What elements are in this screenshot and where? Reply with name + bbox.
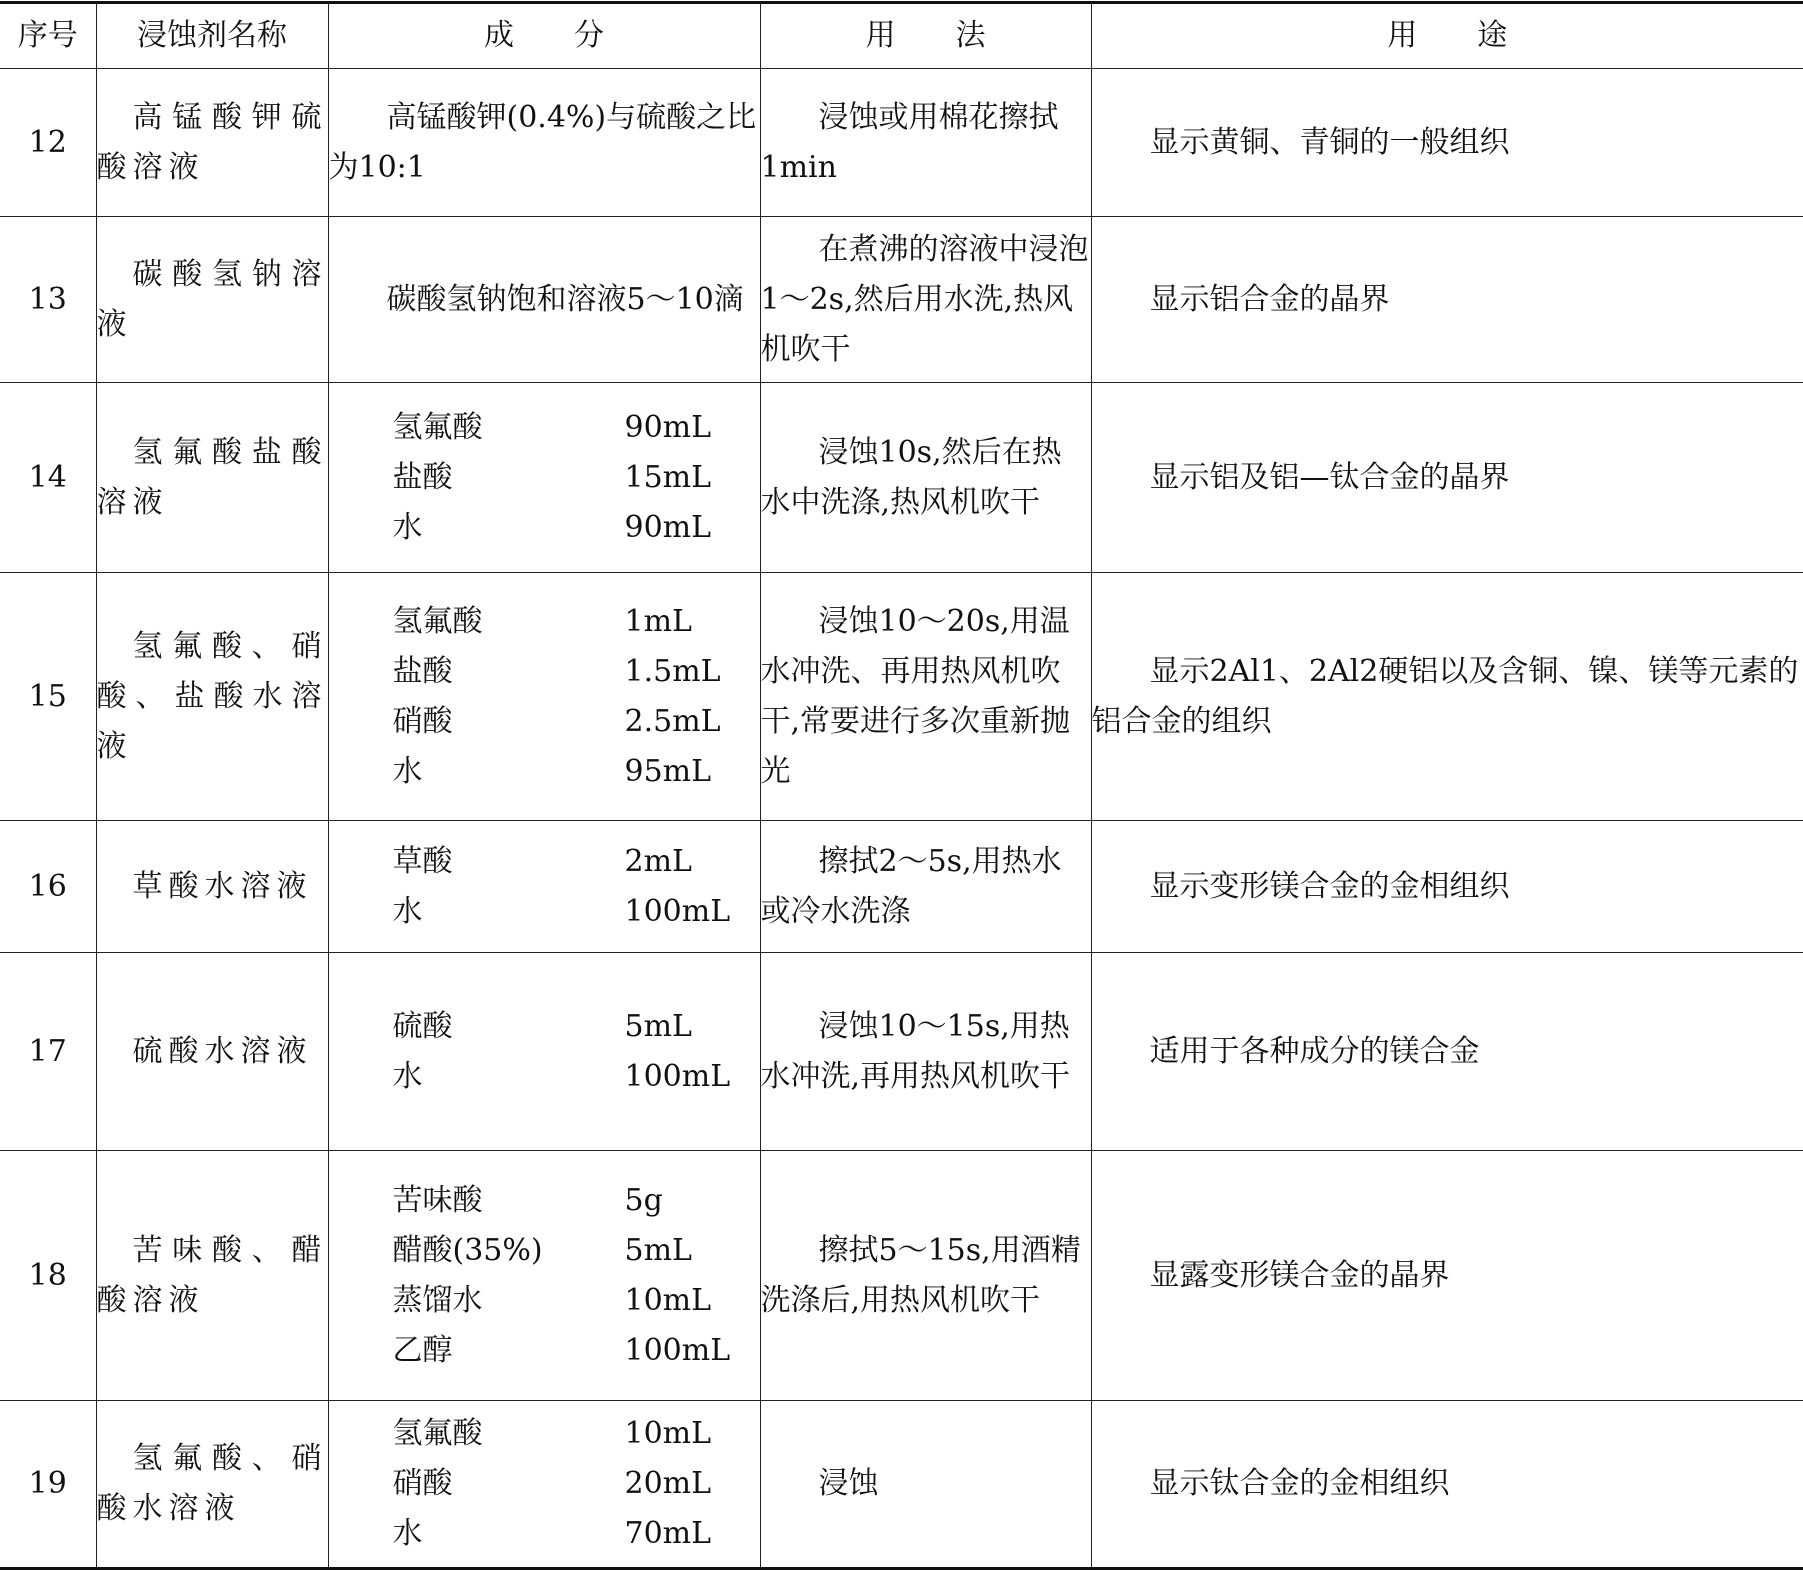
- usage-cell: [760, 217, 1091, 383]
- usage-text: 浸蚀: [818, 1466, 879, 1501]
- composition-item: [393, 1226, 760, 1276]
- component-name: 蒸馏水: [392, 1282, 483, 1318]
- composition-item: [393, 1459, 760, 1509]
- etchant-name-cell: [96, 953, 328, 1151]
- composition-text: 碳酸氢钠饱和溶液5～10滴: [386, 281, 744, 317]
- component-name: 苦味酸: [392, 1182, 483, 1218]
- composition-text: 高锰酸钾(0.4%)与硫酸之比为10:1: [328, 99, 757, 185]
- usage-text: 浸蚀10s,然后在热水中洗涤,热风机吹干: [760, 434, 1062, 520]
- usage-cell: [760, 69, 1091, 217]
- composition-item: [393, 1509, 760, 1559]
- etchant-name: 苦味酸、醋酸溶液: [96, 1232, 328, 1318]
- composition-cell: [328, 383, 760, 573]
- component-name: 氢氟酸: [392, 409, 483, 445]
- component-name: 硫酸: [392, 1008, 453, 1044]
- component-name: 水: [392, 1058, 423, 1094]
- etchant-name: 氢氟酸盐酸溶液: [96, 434, 328, 520]
- component-name: 硝酸: [392, 703, 453, 739]
- row-number: 14: [0, 383, 96, 573]
- header-no: 序号: [0, 3, 96, 69]
- composition-item: [393, 503, 760, 553]
- component-amount: 2mL: [624, 843, 692, 879]
- composition-list: [393, 837, 760, 937]
- component-name: 水: [392, 753, 423, 789]
- composition-item: [393, 1052, 760, 1102]
- composition-cell: [328, 217, 760, 383]
- purpose-text: 显示钛合金的金相组织: [1149, 1466, 1450, 1501]
- usage-text: 浸蚀10～20s,用温水冲洗、再用热风机吹干,常要进行多次重新抛光: [760, 603, 1071, 789]
- row-number: 16: [0, 821, 96, 953]
- composition-list: [393, 1002, 760, 1102]
- component-amount: 100mL: [624, 893, 731, 929]
- usage-cell: [760, 953, 1091, 1151]
- purpose-text: 显示2Al1、2Al2硬铝以及含铜、镍、镁等元素的铝合金的组织: [1091, 653, 1799, 739]
- composition-item: [393, 887, 760, 937]
- component-amount: 15mL: [624, 459, 712, 495]
- composition-item: [393, 1326, 760, 1376]
- table-row: [0, 1151, 1803, 1401]
- component-name: 醋酸(35%): [392, 1232, 543, 1268]
- component-amount: 70mL: [624, 1516, 712, 1551]
- table-body: [0, 69, 1803, 1569]
- header-purpose: 用 途: [1091, 3, 1803, 69]
- etchant-table: [0, 1, 1803, 1570]
- table-row: [0, 573, 1803, 821]
- component-name: 乙醇: [392, 1332, 453, 1368]
- component-name: 盐酸: [392, 459, 453, 495]
- table-row: [0, 821, 1803, 953]
- table-row: [0, 383, 1803, 573]
- component-amount: 100mL: [624, 1058, 731, 1094]
- component-amount: 95mL: [624, 753, 712, 789]
- usage-cell: [760, 1401, 1091, 1569]
- component-name: 水: [392, 893, 423, 929]
- composition-list: [393, 597, 760, 797]
- component-amount: 1mL: [624, 603, 692, 639]
- row-number: 18: [0, 1151, 96, 1401]
- etchant-name: 氢氟酸、硝酸、盐酸水溶液: [96, 628, 328, 764]
- table-row: [0, 69, 1803, 217]
- composition-item: [393, 1276, 760, 1326]
- purpose-cell: [1091, 573, 1803, 821]
- usage-cell: [760, 1151, 1091, 1401]
- composition-item: [393, 597, 760, 647]
- composition-item: [393, 697, 760, 747]
- usage-text: 在煮沸的溶液中浸泡1～2s,然后用水洗,热风机吹干: [760, 231, 1089, 367]
- purpose-cell: [1091, 953, 1803, 1151]
- row-number: 19: [0, 1401, 96, 1569]
- composition-cell: [328, 1151, 760, 1401]
- component-name: 水: [392, 1516, 423, 1551]
- purpose-text: 显示变形镁合金的金相组织: [1149, 868, 1510, 904]
- table-row: [0, 217, 1803, 383]
- composition-list: [393, 1176, 760, 1376]
- usage-text: 擦拭2～5s,用热水或冷水洗涤: [760, 843, 1062, 929]
- usage-cell: [760, 573, 1091, 821]
- usage-text: 浸蚀10～15s,用热水冲洗,再用热风机吹干: [760, 1008, 1071, 1094]
- etchant-name-cell: [96, 821, 328, 953]
- component-amount: 100mL: [624, 1332, 731, 1368]
- row-number: 12: [0, 69, 96, 217]
- composition-cell: [328, 821, 760, 953]
- composition-list: [393, 1409, 760, 1559]
- purpose-text: 显示铝及铝—钛合金的晶界: [1149, 459, 1510, 495]
- etchant-name-cell: [96, 217, 328, 383]
- etchant-name-cell: [96, 1151, 328, 1401]
- component-amount: 1.5mL: [624, 653, 721, 689]
- header-row: [0, 3, 1803, 69]
- composition-item: [393, 453, 760, 503]
- component-amount: 2.5mL: [624, 703, 721, 739]
- composition-item: [393, 1002, 760, 1052]
- component-name: 盐酸: [392, 653, 453, 689]
- component-amount: 5g: [624, 1182, 663, 1218]
- row-number: 17: [0, 953, 96, 1151]
- purpose-text: 适用于各种成分的镁合金: [1149, 1033, 1480, 1069]
- composition-cell: [328, 69, 760, 217]
- table-row: [0, 953, 1803, 1151]
- purpose-cell: [1091, 1401, 1803, 1569]
- component-name: 硝酸: [392, 1466, 453, 1501]
- component-amount: 90mL: [624, 509, 712, 545]
- etchant-name: 硫酸水溶液: [132, 1033, 313, 1069]
- table-header: [0, 3, 1803, 69]
- usage-cell: [760, 821, 1091, 953]
- etchant-name: 草酸水溶液: [132, 868, 313, 904]
- component-amount: 5mL: [624, 1008, 692, 1044]
- row-number: 13: [0, 217, 96, 383]
- component-amount: 10mL: [624, 1416, 712, 1451]
- etchant-name-cell: [96, 383, 328, 573]
- composition-item: [393, 403, 760, 453]
- composition-item: [393, 747, 760, 797]
- composition-list: [393, 403, 760, 553]
- table-row: [0, 1401, 1803, 1569]
- purpose-cell: [1091, 69, 1803, 217]
- etchant-name: 氢氟酸、硝酸水溶液: [96, 1441, 328, 1526]
- usage-text: 擦拭5～15s,用酒精洗涤后,用热风机吹干: [760, 1232, 1081, 1318]
- composition-cell: [328, 953, 760, 1151]
- component-amount: 5mL: [624, 1232, 692, 1268]
- usage-cell: [760, 383, 1091, 573]
- component-name: 水: [392, 509, 423, 545]
- component-amount: 10mL: [624, 1282, 712, 1318]
- header-name: 浸蚀剂名称: [96, 3, 328, 69]
- row-number: 15: [0, 573, 96, 821]
- purpose-cell: [1091, 217, 1803, 383]
- purpose-text: 显露变形镁合金的晶界: [1149, 1257, 1450, 1293]
- composition-cell: [328, 1401, 760, 1569]
- purpose-cell: [1091, 821, 1803, 953]
- header-composition: 成 分: [328, 3, 760, 69]
- purpose-cell: [1091, 1151, 1803, 1401]
- etchant-name-cell: [96, 69, 328, 217]
- etchant-name: 高锰酸钾硫酸溶液: [96, 99, 328, 185]
- composition-item: [393, 647, 760, 697]
- etchant-name: 碳酸氢钠溶液: [96, 256, 328, 342]
- etchant-name-cell: [96, 1401, 328, 1569]
- composition-item: [393, 837, 760, 887]
- header-usage: 用 法: [760, 3, 1091, 69]
- component-name: 氢氟酸: [392, 1416, 483, 1451]
- etchant-name-cell: [96, 573, 328, 821]
- component-name: 草酸: [392, 843, 453, 879]
- composition-item: [393, 1409, 760, 1459]
- purpose-cell: [1091, 383, 1803, 573]
- purpose-text: 显示黄铜、青铜的一般组织: [1149, 124, 1510, 160]
- usage-text: 浸蚀或用棉花擦拭1min: [760, 99, 1059, 185]
- component-amount: 90mL: [624, 409, 712, 445]
- component-amount: 20mL: [624, 1466, 712, 1501]
- composition-item: [393, 1176, 760, 1226]
- purpose-text: 显示铝合金的晶界: [1149, 281, 1390, 317]
- composition-cell: [328, 573, 760, 821]
- component-name: 氢氟酸: [392, 603, 483, 639]
